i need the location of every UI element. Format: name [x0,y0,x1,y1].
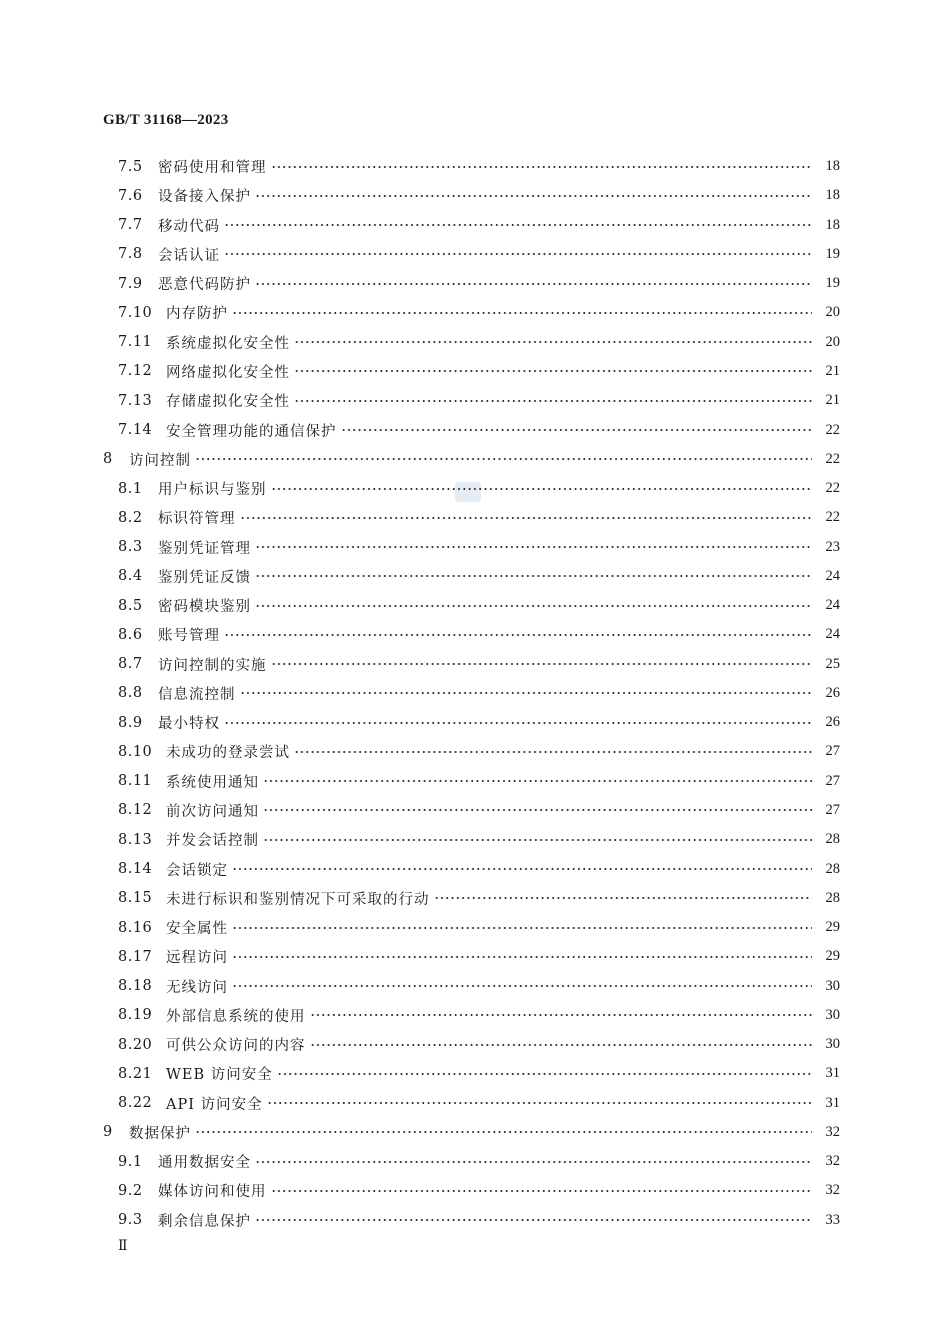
toc-dot-leader [267,1096,812,1110]
toc-dot-leader [240,511,813,525]
toc-entry-title: 系统使用通知 [166,774,259,791]
toc-entry-title: 移动代码 [158,218,220,235]
toc-entry-number: 7.10 [118,304,153,321]
toc-entry-title: 系统虚拟化安全性 [166,335,290,352]
toc-entry-number: 8.17 [118,948,153,965]
toc-entry-number: 8.22 [118,1095,153,1112]
toc-dot-leader [271,482,813,496]
toc-entry-page: 27 [825,743,840,760]
toc-entry-number: 8.7 [118,656,143,673]
toc-entry-page: 21 [825,392,840,409]
toc-entry-page: 29 [825,948,840,965]
toc-entry-title: 未进行标识和鉴别情况下可采取的行动 [166,891,430,908]
toc-entry-number: 8.20 [118,1036,153,1053]
toc-entry-number: 8.1 [118,480,143,497]
toc-entry-page: 26 [825,684,840,701]
toc-entry-title: 访问控制的实施 [158,657,267,674]
toc-entry-page: 18 [825,187,840,204]
toc-entry-page: 31 [825,1065,840,1082]
toc-entry-title: 最小特权 [158,716,220,733]
toc-dot-leader [255,1213,812,1227]
toc-entry-title: API 访问安全 [166,1096,263,1113]
toc-entry-number: 8.11 [118,773,153,790]
toc-entry-page: 21 [825,362,840,379]
toc-entry[interactable] [103,152,840,181]
toc-dot-leader [255,569,812,583]
toc-entry-title: 设备接入保护 [158,189,251,206]
toc-dot-leader [240,686,813,700]
toc-dot-leader [271,160,813,174]
toc-dot-leader [255,1155,812,1169]
toc-entry-title: 鉴别凭证管理 [158,540,251,557]
toc-entry-page: 19 [825,245,840,262]
toc-entry[interactable] [103,591,840,620]
toc-entry-page: 30 [825,977,840,994]
toc-entry-number: 7.14 [118,422,153,439]
toc-entry-number: 8.19 [118,1007,153,1024]
toc-entry[interactable] [103,562,840,591]
toc-entry-number: 8.8 [118,685,143,702]
toc-entry-number: 9 [103,1124,113,1141]
toc-entry[interactable] [103,767,840,796]
toc-entry-title: 远程访问 [166,950,228,967]
page-number: Ⅱ [118,1239,128,1254]
toc-entry-page: 22 [825,450,840,467]
toc-entry-number: 8.18 [118,978,153,995]
toc-entry-number: 8.16 [118,919,153,936]
toc-entry-number: 7.7 [118,217,143,234]
toc-dot-leader [232,862,812,876]
toc-entry-title: 网络虚拟化安全性 [166,364,290,381]
toc-entry[interactable] [103,386,840,415]
toc-entry-number: 7.5 [118,158,143,175]
toc-entry[interactable] [103,913,840,942]
toc-dot-leader [232,979,812,993]
toc-entry-number: 7.11 [118,334,153,351]
toc-entry[interactable] [103,298,840,327]
toc-entry-title: 无线访问 [166,979,228,996]
toc-entry-page: 28 [825,889,840,906]
toc-entry[interactable] [103,1206,840,1235]
toc-entry-title: 并发会话控制 [166,833,259,850]
toc-dot-leader [232,950,812,964]
toc-entry-page: 20 [825,333,840,350]
toc-entry-number: 7.13 [118,392,153,409]
toc-dot-leader [224,247,812,261]
toc-entry[interactable] [103,1147,840,1176]
document-header [103,112,229,129]
toc-entry[interactable] [103,1089,840,1118]
toc-entry-title: 数据保护 [129,1125,191,1142]
toc-entry-title: 鉴别凭证反馈 [158,569,251,586]
toc-entry-title: 可供公众访问的内容 [166,1038,306,1055]
toc-entry-title: 访问控制 [129,452,191,469]
toc-entry[interactable] [103,650,840,679]
toc-entry-number: 8.13 [118,831,153,848]
toc-entry-page: 23 [825,538,840,555]
toc-dot-leader [255,540,812,554]
toc-entry-number: 9.1 [118,1153,143,1170]
toc-entry-title: 前次访问通知 [166,803,259,820]
toc-entry-title: 安全属性 [166,921,228,938]
toc-entry-title: 会话锁定 [166,862,228,879]
toc-entry-number: 7.12 [118,363,153,380]
toc-entry-number: 8.5 [118,597,143,614]
toc-entry-title: 账号管理 [158,628,220,645]
toc-entry-number: 8.12 [118,802,153,819]
toc-dot-leader [271,657,813,671]
toc-entry-number: 8.14 [118,861,153,877]
toc-entry-page: 32 [825,1153,840,1170]
toc-dot-leader [294,364,812,378]
toc-entry-number: 7.6 [118,187,143,204]
toc-entry[interactable] [103,737,840,766]
page-footer [118,1238,128,1255]
toc-entry[interactable] [103,796,840,825]
toc-entry[interactable] [103,474,840,503]
toc-entry[interactable] [103,854,840,883]
toc-entry-number: 9.3 [118,1212,143,1229]
toc-entry-page: 28 [825,860,840,877]
toc-entry[interactable] [103,942,840,971]
toc-entry-number: 8.4 [118,568,143,585]
table-of-contents [103,152,840,1235]
toc-entry-page: 32 [825,1123,840,1140]
toc-entry-page: 32 [825,1182,840,1199]
toc-entry[interactable] [103,240,840,269]
toc-entry[interactable] [103,503,840,532]
toc-dot-leader [341,423,813,437]
toc-entry[interactable] [103,884,840,913]
toc-entry-title: 用户标识与鉴别 [158,482,267,499]
toc-entry[interactable] [103,445,840,474]
toc-entry-title: 未成功的登录尝试 [166,745,290,762]
toc-entry-number: 8.10 [118,743,153,760]
toc-dot-leader [232,921,812,935]
toc-dot-leader [224,628,812,642]
toc-dot-leader [255,277,812,291]
toc-entry-title: 外部信息系统的使用 [166,1008,306,1025]
toc-entry-number: 8.3 [118,539,143,556]
toc-entry-page: 22 [825,421,840,438]
toc-entry[interactable] [103,825,840,854]
toc-dot-leader [255,599,812,613]
toc-entry-page: 24 [825,626,840,643]
toc-entry[interactable] [103,1118,840,1147]
toc-entry-page: 24 [825,567,840,584]
toc-dot-leader [232,306,812,320]
toc-entry-title: 密码模块鉴别 [158,599,251,616]
toc-entry-page: 31 [825,1094,840,1111]
toc-dot-leader [224,218,812,232]
toc-entry-page: 18 [825,216,840,233]
toc-dot-leader [224,716,812,730]
toc-entry[interactable] [103,620,840,649]
toc-dot-leader [195,1125,812,1139]
toc-dot-leader [277,1067,812,1081]
toc-dot-leader [271,1184,813,1198]
toc-entry[interactable] [103,1059,840,1088]
toc-dot-leader [310,1008,813,1022]
toc-entry-title: 标识符管理 [158,511,236,528]
toc-entry-page: 18 [825,158,840,175]
toc-entry-number: 8.21 [118,1065,153,1082]
toc-entry[interactable] [103,708,840,737]
toc-entry-number: 8.2 [118,509,143,526]
toc-entry[interactable] [103,532,840,561]
toc-entry[interactable] [103,269,840,298]
toc-entry-title: 密码使用和管理 [158,160,267,177]
toc-entry[interactable] [103,357,840,386]
toc-dot-leader [294,745,812,759]
toc-entry-page: 26 [825,714,840,731]
toc-entry-page: 33 [825,1211,840,1228]
toc-entry-number: 8 [103,451,113,468]
toc-entry-title: 恶意代码防护 [158,277,251,294]
standard-code: GB/T 31168—2023 [103,112,229,128]
toc-entry[interactable] [103,971,840,1000]
toc-entry-title: 剩余信息保护 [158,1213,251,1230]
toc-dot-leader [195,452,812,466]
toc-entry[interactable] [103,181,840,210]
toc-entry[interactable] [103,1001,840,1030]
toc-entry-number: 7.8 [118,246,143,263]
toc-entry[interactable] [103,211,840,240]
toc-entry[interactable] [103,1030,840,1059]
toc-entry-page: 27 [825,801,840,818]
toc-entry[interactable] [103,1176,840,1205]
toc-entry-page: 19 [825,275,840,292]
toc-entry-page: 30 [825,1006,840,1023]
toc-entry-page: 30 [825,1036,840,1053]
toc-dot-leader [294,335,812,349]
toc-dot-leader [263,833,812,847]
toc-entry-title: 信息流控制 [158,686,236,703]
toc-entry[interactable] [103,328,840,357]
toc-entry-title: 会话认证 [158,247,220,264]
toc-entry-page: 24 [825,597,840,614]
toc-entry-page: 28 [825,831,840,848]
toc-entry-number: 8.15 [118,890,153,907]
toc-entry-title: 内存防护 [166,306,228,323]
toc-entry[interactable] [103,415,840,444]
toc-entry-page: 25 [825,655,840,672]
toc-entry-number: 8.6 [118,626,143,643]
toc-entry-title: 安全管理功能的通信保护 [166,423,337,440]
toc-entry-number: 9.2 [118,1182,143,1199]
toc-entry-title: 通用数据安全 [158,1155,251,1172]
toc-entry-number: 7.9 [118,275,143,292]
toc-entry-page: 29 [825,919,840,936]
toc-entry-title: 媒体访问和使用 [158,1184,267,1201]
toc-entry-page: 22 [825,509,840,526]
toc-dot-leader [263,803,812,817]
toc-entry-page: 27 [825,772,840,789]
toc-entry-title: WEB 访问安全 [166,1067,273,1084]
toc-dot-leader [263,774,812,788]
toc-dot-leader [434,891,813,905]
toc-dot-leader [294,394,812,408]
toc-entry-number: 8.9 [118,714,143,731]
toc-dot-leader [310,1038,813,1052]
toc-entry[interactable] [103,679,840,708]
toc-entry-title: 存储虚拟化安全性 [166,394,290,411]
toc-entry-page: 20 [825,304,840,321]
toc-dot-leader [255,189,812,203]
toc-entry-page: 22 [825,480,840,497]
